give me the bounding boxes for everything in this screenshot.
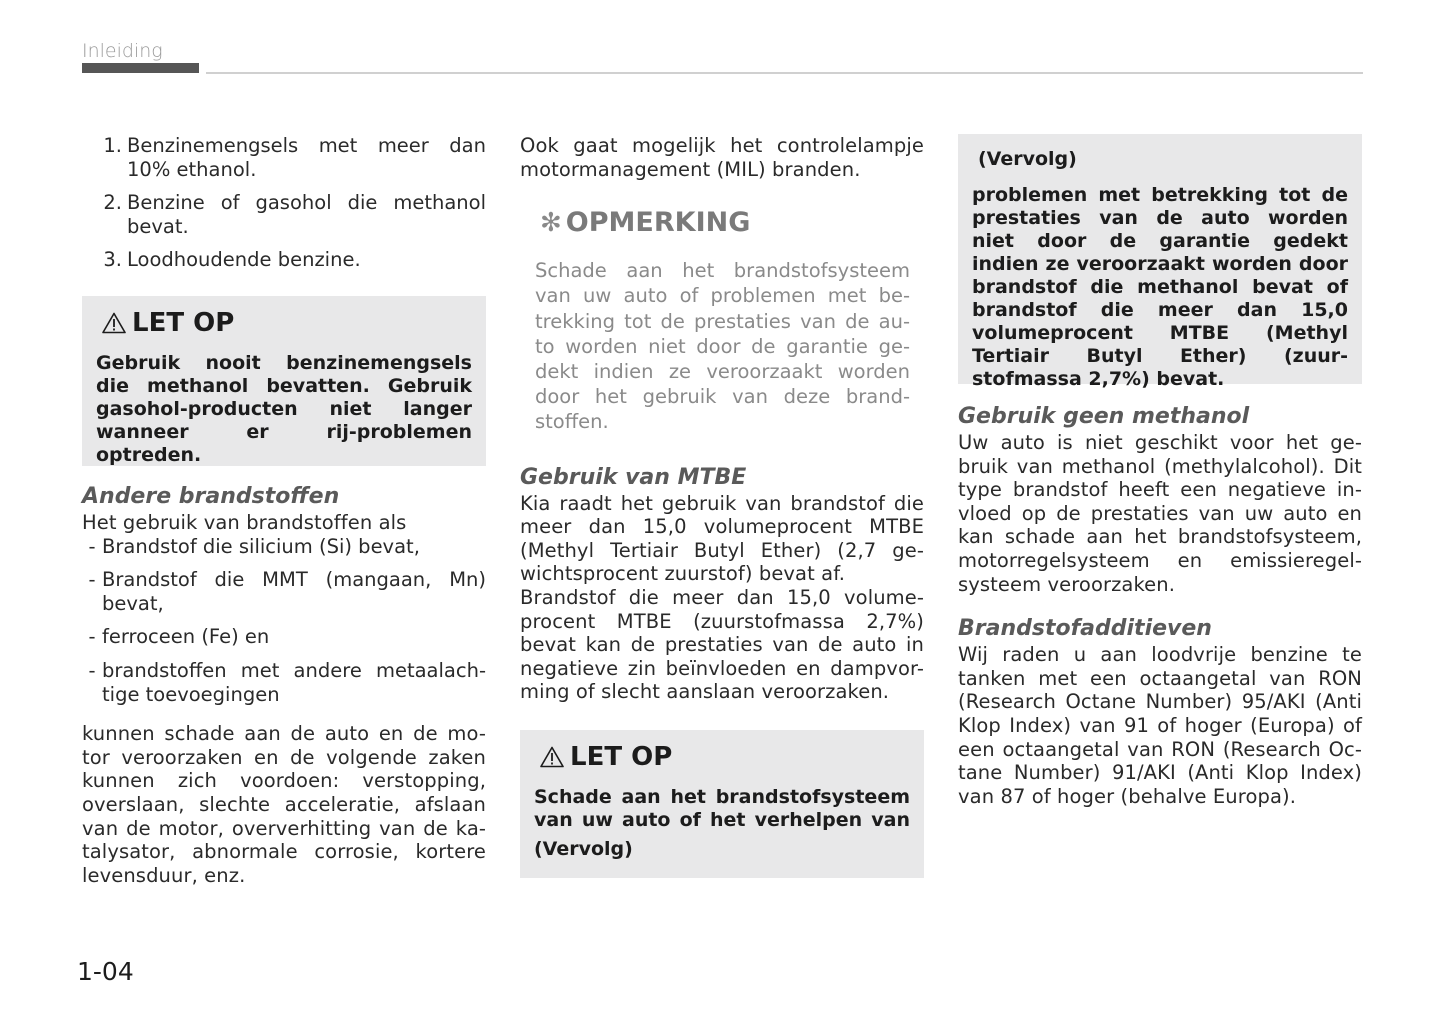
column-3: [958, 134, 1362, 808]
caution-body: Gebruik nooit benzinemengsels die methanol bevatten. Gebruik gasohol-producten niet langer wanneer er rij-problemen optreden.: [96, 351, 472, 466]
dash-bullet: -: [88, 658, 96, 682]
bullet-item: [82, 535, 486, 559]
list-item: [82, 248, 486, 272]
section-heading: Andere brandstoffen: [82, 483, 340, 509]
paragraph: Ook gaat mogelijk het controlelampje motormanagement (MIL) branden.: [520, 134, 924, 181]
continued-label: (Vervolg): [534, 837, 633, 860]
list-item: [82, 134, 486, 181]
dash-bullet: -: [88, 568, 96, 592]
caution-title: [102, 308, 472, 338]
note-body: Schade aan het brandstofsysteem van uw auto of problemen met be-trekking tot de prestaties van de au-to worden niet door de garantie ge-dekt indien ze veroorzaakt worden door het gebruik van deze brand-stoffen.: [535, 259, 910, 434]
paragraph: kunnen schade aan de auto en de mo-tor veroorzaken en de volgende zaken kunnen zich voordoen: verstopping, overslaan, slechte acceleratie, afslaan van de motor, oververhitting van de ka-talysator, abnormale corrosie, kortere levensduur, enz.: [82, 722, 486, 887]
note-title: [540, 207, 924, 238]
paragraph: Het gebruik van brandstoffen als: [82, 510, 407, 534]
note-box: [520, 207, 924, 434]
mtbe-section: [520, 465, 924, 704]
numbered-list: [82, 134, 486, 272]
header-rule: [206, 72, 1363, 74]
no-methanol-section: [958, 404, 1362, 596]
bullet-text: ferroceen (Fe) en: [102, 625, 270, 649]
warning-triangle-icon: [102, 312, 126, 334]
bullet-item: [82, 659, 486, 706]
caution-continued-box: [958, 134, 1362, 390]
column-1: [82, 134, 486, 887]
caution-body: Schade aan het brandstofsysteem van uw auto of het verhelpen van: [534, 785, 910, 831]
paragraph: Kia raadt het gebruik van brandstof die meer dan 15,0 volumeprocent MTBE (Methyl Tertiair Butyl Ether) (2,7 ge-wichtsprocent zuurstof) bevat af.: [520, 491, 924, 586]
warning-triangle-icon: [540, 746, 564, 768]
header-bar: [82, 63, 199, 73]
list-number: 2.: [103, 191, 122, 215]
section-header-title: Inleiding: [82, 40, 163, 62]
column-2: [520, 134, 924, 878]
caution-body: problemen met betrekking tot de prestaties van de auto worden niet door de garantie gedekt indien ze veroorzaakt worden door brandstof die methanol bevat of brandstof die meer dan 15,0 volumeprocent MTBE (Methyl Tertiair Butyl Ether) (zuur-stofmassa 2,7%) bevat.: [972, 184, 1348, 390]
caution-title-text: LET OP: [570, 741, 673, 772]
dash-bullet: -: [88, 534, 96, 558]
paragraph: Brandstof die meer dan 15,0 volume-procent MTBE (zuurstofmassa 2,7%) bevat kan de prestaties van de auto in negatieve zin beïnvloeden en dampvor-ming of slecht aanslaan veroorzaken.: [520, 585, 924, 704]
asterisk-icon: ✻: [540, 207, 562, 238]
bullet-item: [82, 568, 486, 615]
list-number: 1.: [103, 134, 122, 157]
section-heading: Brandstofadditieven: [958, 616, 1212, 642]
section-heading: Gebruik van MTBE: [520, 464, 747, 490]
bullet-text: brandstoffen met andere metaalach-tige toevoegingen: [102, 658, 486, 706]
paragraph: Uw auto is niet geschikt voor het ge-bruik van methanol (methylalcohol). Dit type brandstof heeft een negatieve in-vloed op de prestaties van uw auto en kan schade aan het brandstofsysteem, motorregelsysteem en emissieregel-systeem veroorzaken.: [958, 431, 1362, 596]
caution-box: [82, 296, 486, 466]
list-item: [82, 191, 486, 238]
list-text: Loodhoudende benzine.: [127, 248, 361, 272]
list-number: 3.: [103, 248, 122, 272]
list-text: Benzinemengsels met meer dan 10% ethanol.: [127, 134, 486, 181]
bullet-item: [82, 625, 486, 649]
note-title-text: OPMERKING: [565, 207, 751, 239]
paragraph: Wij raden u aan loodvrije benzine te tanken met een octaangetal van RON (Research Octane Number) 95/AKI (Anti Klop Index) van 91 of hoger (Europa) of een octaangetal van RON (Research Oc-tane Number) 91/AKI (Anti Klop Index) van 87 of hoger (behalve Europa).: [958, 643, 1362, 808]
other-fuels-section: [82, 484, 486, 887]
additives-section: [958, 616, 1362, 808]
caution-box: [520, 730, 924, 878]
bullet-text: Brandstof die silicium (Si) bevat,: [102, 534, 420, 558]
continued-label: (Vervolg): [978, 148, 1077, 170]
dash-bullet: -: [88, 625, 96, 649]
caution-title-text: LET OP: [132, 307, 235, 338]
caution-title: [540, 742, 910, 772]
page-number: 1-04: [77, 957, 134, 986]
list-text: Benzine of gasohol die methanol bevat.: [127, 191, 486, 238]
section-heading: Gebruik geen methanol: [958, 404, 1250, 429]
bullet-text: Brandstof die MMT (mangaan, Mn) bevat,: [102, 568, 486, 615]
